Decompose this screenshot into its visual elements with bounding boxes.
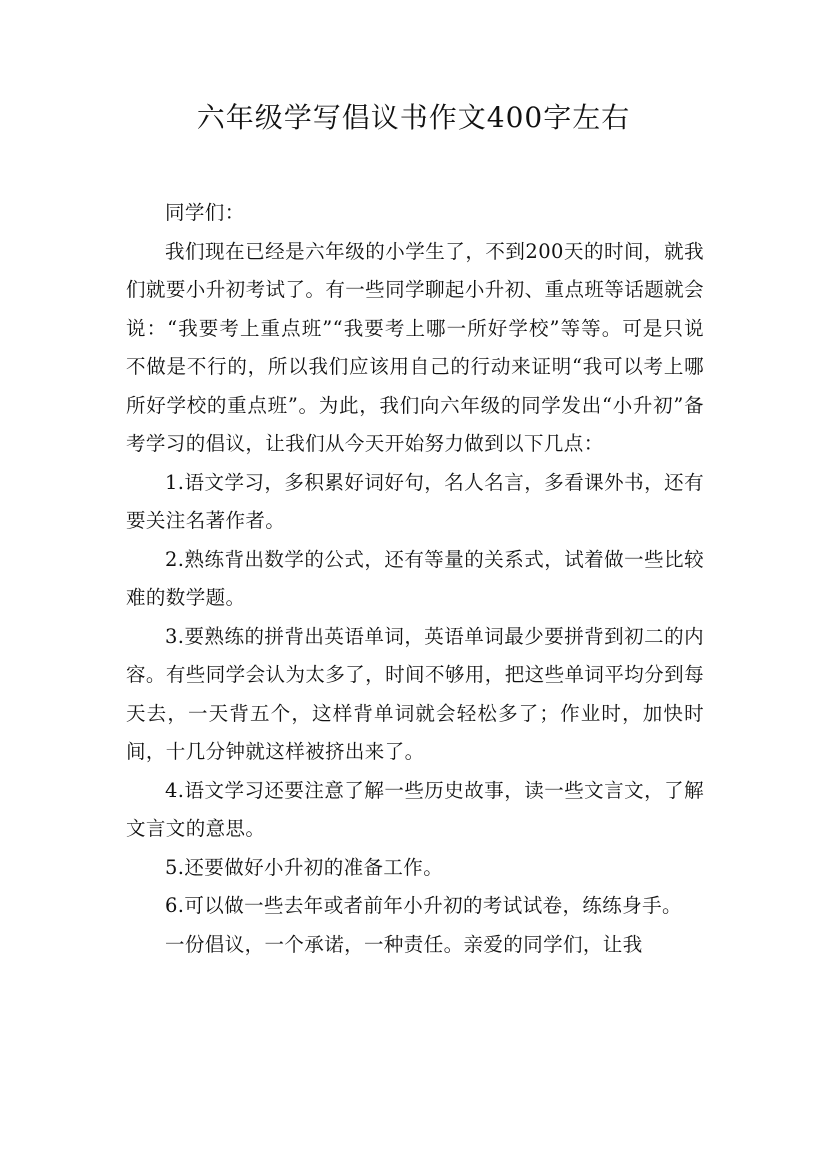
- paragraph-item-6: 6.可以做一些去年或者前年小升初的考试试卷，练练身手。: [165, 894, 682, 917]
- document-title: 六年级学写倡议书作文400字左右: [196, 101, 631, 134]
- paragraph-item-2: 2.熟练背出数学的公式，还有等量的关系式，试着做一些比较难的数学题。: [126, 547, 704, 609]
- paragraph-salutation: 同学们：: [165, 201, 245, 224]
- paragraph-item-3: 3.要熟练的拼背出英语单词，英语单词最少要拼背到初二的内容。有些同学会认为太多了，时间不够用，把这些单词平均分到每天去，一天背五个，这样背单词就会轻松多了；作业时，加快时间，十几分钟就这样被挤出来了。: [126, 624, 704, 763]
- paragraph-item-1: 1.语文学习，多积累好词好句，名人名言，多看课外书，还有要关注名著作者。: [126, 470, 704, 532]
- paragraph-intro: 我们现在已经是六年级的小学生了，不到200天的时间，就我们就要小升初考试了。有一些同学聊起小升初、重点班等话题就会说：“我要考上重点班”“我要考上哪一所好学校”等等。可是只说不做是不行的，所以我们应该用自己的行动来证明“我可以考上哪所好学校的重点班”。为此，我们向六年级的同学发出“小升初”备考学习的倡议，让我们从今天开始努力做到以下几点：: [126, 239, 704, 455]
- paragraph-closing: 一份倡议，一个承诺，一种责任。亲爱的同学们，让我: [165, 932, 643, 956]
- paragraph-item-5: 5.还要做好小升初的准备工作。: [165, 855, 444, 879]
- document-body: [126, 194, 704, 964]
- paragraph-item-4: 4.语文学习还要注意了解一些历史故事，读一些文言文，了解文言文的意思。: [126, 778, 704, 840]
